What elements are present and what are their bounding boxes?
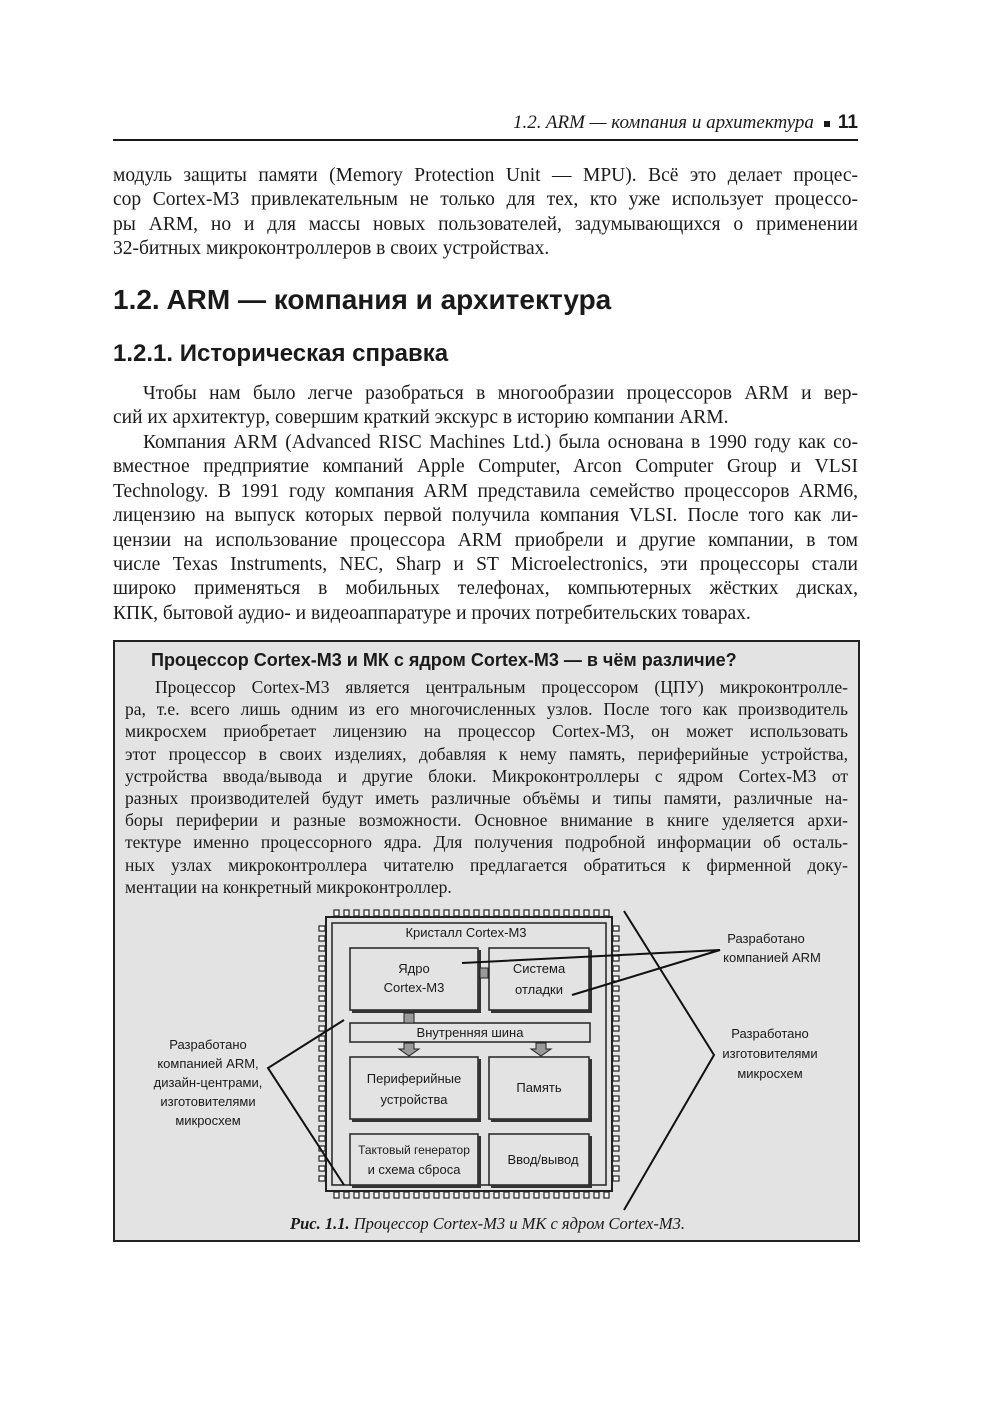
chip-pin <box>464 910 469 916</box>
bus-label: Внутренняя шина <box>416 1025 524 1040</box>
chip-pin <box>394 1192 399 1198</box>
periph-line-1: Периферийные <box>366 1071 462 1086</box>
chip-pin <box>613 1126 619 1131</box>
chip-pin <box>613 1096 619 1101</box>
text-line: ных узлах микроконтроллера читателю предлагается обратиться к фирменной доку- <box>125 854 848 875</box>
chip-pin <box>319 1046 325 1051</box>
left-label-line: микросхем <box>175 1113 241 1128</box>
block-io <box>489 1134 592 1188</box>
chip-label: Кристалл Cortex-M3 <box>405 925 527 940</box>
block-memory <box>489 1057 592 1122</box>
chip-pin <box>319 1156 325 1161</box>
chip-pin <box>344 910 349 916</box>
right-label <box>722 1026 817 1081</box>
chip-pin <box>319 1026 325 1031</box>
right-label-line: изготовителями <box>722 1046 818 1061</box>
text-line: 32-битных микроконтроллеров в своих устройствах. <box>113 238 550 260</box>
chip-pin <box>474 910 479 916</box>
chip-pin <box>613 1166 619 1171</box>
chip-pin <box>364 910 369 916</box>
memory-label: Память <box>516 1080 562 1095</box>
chip-pin <box>374 1192 379 1198</box>
chip-pin <box>319 1006 325 1011</box>
chip-pin <box>554 1192 559 1198</box>
chip-pin <box>319 1136 325 1141</box>
chip-pin <box>319 1106 325 1111</box>
chip-pin <box>364 1192 369 1198</box>
chip-pin <box>613 926 619 931</box>
io-label: Ввод/вывод <box>507 1152 579 1167</box>
chip-pin <box>354 1192 359 1198</box>
chip-pin <box>424 1192 429 1198</box>
text-line: микросхем приобретает лицензию на процессор Cortex-M3, он может использовать <box>125 721 848 742</box>
chip-pin <box>319 946 325 951</box>
chip-pin <box>613 1106 619 1111</box>
chip-pin <box>384 910 389 916</box>
sidebar-title: Процессор Cortex-M3 и МК с ядром Cortex-M3 — в чём различие? <box>151 650 737 670</box>
chip-pin <box>484 1192 489 1198</box>
chip-pin <box>404 910 409 916</box>
chip-pin <box>504 1192 509 1198</box>
chip-pin <box>613 956 619 961</box>
chip-pin <box>454 1192 459 1198</box>
chip-pin <box>613 1056 619 1061</box>
chip-pin <box>574 1192 579 1198</box>
text-line: вместное предприятие компаний Apple Computer, Arcon Computer Group и VLSI <box>113 456 858 478</box>
chip-pin <box>594 1192 599 1198</box>
chip-pin <box>319 936 325 941</box>
right-top-label <box>723 931 821 965</box>
text-line: разных производителей будут иметь различные объёмы и типы памяти, различные на- <box>125 788 848 809</box>
chip-pin <box>613 1006 619 1011</box>
chip-pin <box>319 1116 325 1121</box>
chip-pin <box>613 1136 619 1141</box>
chip-pin <box>613 936 619 941</box>
chip-pin <box>613 996 619 1001</box>
chip-pin <box>613 1086 619 1091</box>
chip-pin <box>494 1192 499 1198</box>
chip-pin <box>464 1192 469 1198</box>
chip-pin <box>319 976 325 981</box>
chip-pin <box>613 946 619 951</box>
chip-pin <box>494 910 499 916</box>
chip-pin <box>544 1192 549 1198</box>
chip-pin <box>514 910 519 916</box>
chip-pin <box>514 1192 519 1198</box>
right-label-line: микросхем <box>737 1066 803 1081</box>
text-line: лицензию на выпуск которых первой получила компания VLSI. После того как ли- <box>113 505 858 527</box>
chip-pin <box>613 1156 619 1161</box>
right-top-label-line: Разработано <box>727 931 805 946</box>
chip-pin <box>319 1126 325 1131</box>
chip-pin <box>334 1192 339 1198</box>
text-line: ра, т.е. всего лишь одним из его многочисленных узлов. После того как производитель <box>125 699 848 720</box>
block-core <box>350 948 481 1013</box>
text-line: этот процессор в своих изделиях, добавляя к нему память, периферийные устройства, <box>125 743 848 764</box>
chip-pin <box>414 910 419 916</box>
chip-pin <box>613 1046 619 1051</box>
chip-pin <box>319 1176 325 1181</box>
chip-pin <box>319 986 325 991</box>
chip-pin <box>444 1192 449 1198</box>
text-line: модуль защиты памяти (Memory Protection Unit — MPU). Всё это делает процес- <box>113 165 858 186</box>
left-label-line: дизайн-центрами, <box>153 1075 263 1090</box>
chip-pin <box>484 910 489 916</box>
chip-pin <box>534 1192 539 1198</box>
chip-pin <box>613 1116 619 1121</box>
text-line: ры ARM, но и для массы новых пользователей, задумывающихся о применении <box>113 213 858 235</box>
chip-pin <box>524 1192 529 1198</box>
block-bus <box>350 1023 590 1042</box>
chip-pin <box>319 926 325 931</box>
block-peripherals <box>350 1057 481 1122</box>
chip-pin <box>319 1056 325 1061</box>
running-title: 1.2. ARM — компания и архитектура <box>512 112 814 133</box>
chip-pin <box>394 910 399 916</box>
chip-pin <box>564 1192 569 1198</box>
text-line: сий их архитектур, совершим краткий экскурс в историю компании ARM. <box>113 407 729 429</box>
chip-pin <box>344 1192 349 1198</box>
chip-pin <box>384 1192 389 1198</box>
right-top-label-line: компанией ARM <box>723 950 821 965</box>
page-number: 11 <box>837 112 858 133</box>
chip-pin <box>319 1086 325 1091</box>
left-label-line: Разработано <box>169 1037 247 1052</box>
chip-pin <box>613 1076 619 1081</box>
left-label <box>154 1037 263 1128</box>
chip-pin <box>334 910 339 916</box>
chip-pin <box>524 910 529 916</box>
section-heading: 1.2. ARM — компания и архитектура <box>113 284 612 315</box>
chip-pin <box>319 1066 325 1071</box>
text-line: КПК, бытовой аудио- и видеоаппаратуре и прочих потребительских товарах. <box>113 602 751 624</box>
right-label-line: Разработано <box>731 1026 809 1041</box>
chip-pin <box>454 910 459 916</box>
text-line: Technology. В 1991 году компания ARM представила семейство процессоров ARM6, <box>113 480 858 502</box>
chip-pin <box>319 1166 325 1171</box>
left-label-line: компанией ARM, <box>157 1056 259 1071</box>
chip-pin <box>574 910 579 916</box>
text-line: Компания ARM (Advanced RISC Machines Ltd.) была основана в 1990 году как со- <box>143 432 858 453</box>
chip-pin <box>354 910 359 916</box>
chip-pin <box>613 1036 619 1041</box>
chip-pin <box>613 1026 619 1031</box>
chip-pin <box>404 1192 409 1198</box>
text-line: тектуре именно процессорного ядра. Для получения подробной информации об осталь- <box>125 832 848 853</box>
text-line: цензии на использование процессора ARM приобрели и другие компании, в том <box>113 529 858 551</box>
chip-pin <box>374 910 379 916</box>
text-line: боры периферии и разные возможности. Основное внимание в книге уделяется архи- <box>125 810 848 831</box>
chip-pin <box>474 1192 479 1198</box>
core-debug-link <box>480 968 488 978</box>
chip-pin <box>414 1192 419 1198</box>
text-line: ментации на конкретный микроконтроллер. <box>125 876 452 897</box>
chip-pin <box>434 910 439 916</box>
subsection-heading: 1.2.1. Историческая справка <box>113 340 449 367</box>
text-line: Процессор Cortex-M3 является центральным процессором (ЦПУ) микроконтролле- <box>155 677 848 697</box>
chip-pin <box>613 1146 619 1151</box>
chip-pin <box>594 910 599 916</box>
periph-line-2: устройства <box>380 1092 448 1107</box>
chip-pin <box>604 910 609 916</box>
left-label-line: изготовителями <box>160 1094 256 1109</box>
text-line: устройства ввода/вывода и другие блоки. Микроконтроллеры с ядром Cortex-M3 от <box>125 765 848 786</box>
chip-pin <box>319 996 325 1001</box>
chip-pin <box>319 966 325 971</box>
chip-pin <box>613 1016 619 1021</box>
chip-pin <box>584 910 589 916</box>
block-clock <box>350 1134 481 1188</box>
chip-pin <box>613 966 619 971</box>
chip-pin <box>534 910 539 916</box>
chip-pin <box>604 1192 609 1198</box>
text-line: широко применяться в мобильных телефонах, компьютерных жёстких дисках, <box>113 578 858 600</box>
chip-pin <box>544 910 549 916</box>
core-line-1: Ядро <box>398 961 430 976</box>
chip-pin <box>319 1036 325 1041</box>
caption-text: Процессор Cortex-M3 и МК с ядром Cortex-M3. <box>349 1214 685 1233</box>
chip-pin <box>554 910 559 916</box>
text-line: числе Texas Instruments, NEC, Sharp и ST Microelectronics, эти процессоры стали <box>113 554 858 576</box>
chip-pin <box>504 910 509 916</box>
text-line: Чтобы нам было легче разобраться в многообразии процессоров ARM и вер- <box>143 383 858 404</box>
clock-line-2: и схема сброса <box>367 1162 461 1177</box>
chip-pin <box>444 910 449 916</box>
debug-line-2: отладки <box>515 982 563 997</box>
chip-pin <box>319 1096 325 1101</box>
caption-number: Рис. 1.1. <box>290 1214 350 1233</box>
debug-line-1: Система <box>512 961 566 976</box>
clock-line-1: Тактовый генератор <box>358 1143 470 1157</box>
text-line: сор Cortex-M3 привлекательным не только для тех, кто уже использует процессо- <box>113 189 858 211</box>
chip-pin <box>613 1176 619 1181</box>
core-line-2: Cortex-M3 <box>383 980 445 995</box>
chip-pin <box>613 1066 619 1071</box>
chip-pin <box>564 910 569 916</box>
chip-pin <box>434 1192 439 1198</box>
chip-pin <box>319 1016 325 1021</box>
chip-pin <box>424 910 429 916</box>
chip-pin <box>319 956 325 961</box>
chip-pin <box>584 1192 589 1198</box>
chip-pin <box>319 1076 325 1081</box>
chip-pin <box>613 986 619 991</box>
